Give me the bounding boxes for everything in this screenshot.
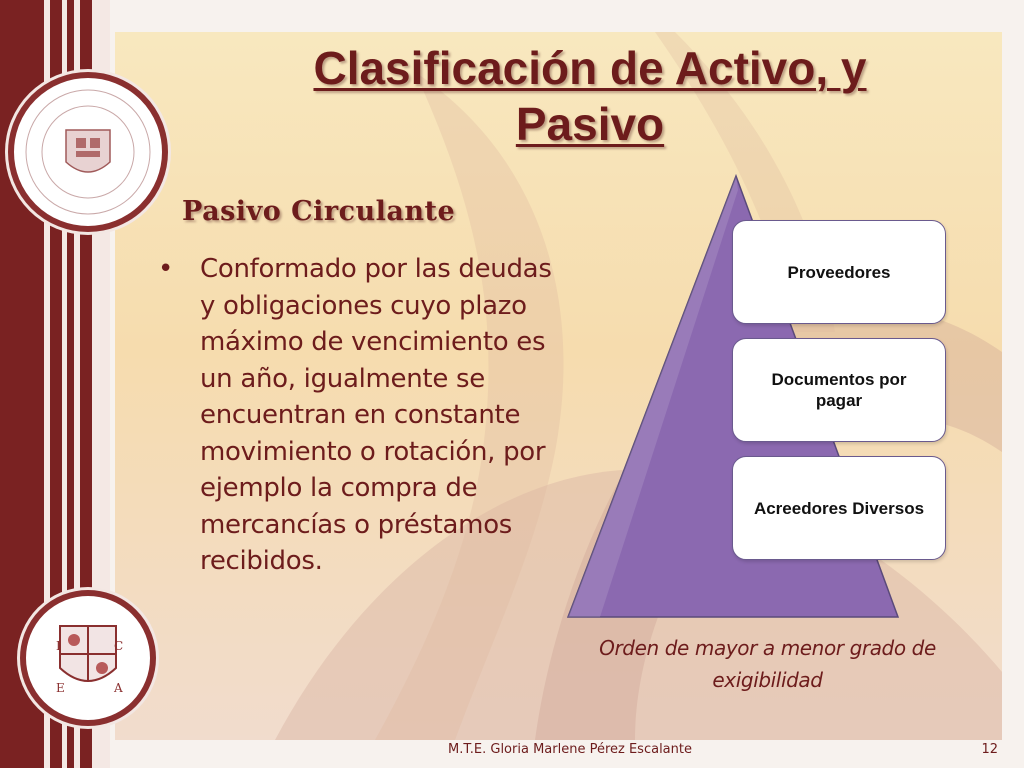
- svg-text:E: E: [56, 681, 65, 695]
- slide-title-line-2: Pasivo: [515, 98, 665, 150]
- pyramid-item-documentos-por-pagar: Documentos por pagar: [732, 338, 946, 442]
- bullet-text: Conformado por las deudas y obligaciones cuyo plazo máximo de vencimiento es un año, igualmente se encuentran en constante movimiento o rotación, por ejemplo la compra de mercancías o préstamos recibidos.: [200, 254, 552, 576]
- svg-text:A: A: [114, 681, 123, 695]
- page-number: 12: [981, 742, 998, 757]
- svg-text:C: C: [114, 639, 124, 653]
- pyramid-caption: Orden de mayor a menor grado de exigibilidad: [599, 636, 936, 692]
- footer-author: M.T.E. Gloria Marlene Pérez Escalante: [448, 742, 692, 757]
- university-seal-icon: [8, 72, 168, 232]
- pyramid-item-proveedores: Proveedores: [732, 220, 946, 324]
- section-subtitle: Pasivo Circulante: [182, 196, 456, 227]
- icea-seal-icon: [20, 590, 156, 726]
- pyramid-item-acreedores-diversos: Acreedores Diversos: [732, 456, 946, 560]
- slide-title: [240, 40, 940, 152]
- svg-text:I: I: [56, 639, 61, 653]
- slide-title-line-1: Clasificación de Activo, y: [313, 42, 867, 94]
- bullet-marker-icon: •: [158, 254, 174, 284]
